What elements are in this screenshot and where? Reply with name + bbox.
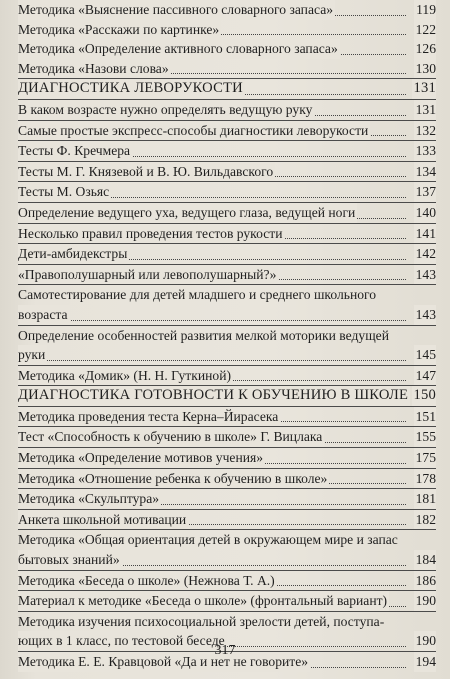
toc-entry-page: 150 <box>412 386 437 406</box>
toc-entry-page: 132 <box>414 121 436 141</box>
toc-entry-title: Анкета школьной мотивации <box>18 510 188 530</box>
toc-entry-page: 143 <box>414 265 436 285</box>
toc-entry-page: 175 <box>414 448 436 468</box>
toc-entry <box>18 202 436 223</box>
toc-entry-title: Тесты М. Озьяс <box>18 182 111 202</box>
toc-entry-page: 134 <box>414 162 436 182</box>
toc-entry-page: 190 <box>414 591 436 611</box>
toc-entry <box>18 264 436 285</box>
toc-entry <box>18 365 436 386</box>
toc-entry <box>18 59 436 79</box>
toc-entry-page: 142 <box>414 244 436 264</box>
toc-entry <box>18 325 436 346</box>
toc-entry-title: Методика проведения теста Керна–Йирасека <box>18 407 280 427</box>
toc-entry-title: Материал к методике «Беседа о школе» (фронтальный вариант) <box>18 591 389 611</box>
toc-entry-title: возраста <box>18 305 70 325</box>
toc-entry-title: бытовых знаний» <box>18 550 122 570</box>
toc-entry-page: 122 <box>414 20 436 40</box>
toc-entry <box>18 20 436 40</box>
toc-entry <box>18 611 436 632</box>
toc-entry <box>18 447 436 468</box>
toc-entry-page: 194 <box>414 652 436 672</box>
toc-entry-title: Методика «Определение активного словарного запаса» <box>18 39 340 59</box>
toc-entry <box>18 140 436 161</box>
toc-entry-page: 140 <box>414 203 436 223</box>
toc-entry <box>18 406 436 427</box>
toc-entry-title: Дети-амбидекстры <box>18 244 129 264</box>
toc-entry-page: 143 <box>414 305 436 325</box>
toc-entry-page: 137 <box>414 182 436 202</box>
toc-entry-page: 133 <box>414 141 436 161</box>
toc-entry <box>18 223 436 244</box>
toc-entry <box>18 529 436 550</box>
toc-entry <box>18 305 436 325</box>
toc-entry-page: 186 <box>414 571 436 591</box>
toc-entry <box>18 488 436 509</box>
toc-entry-page: 126 <box>414 39 436 59</box>
toc-entry-page: 131 <box>412 79 437 99</box>
toc-entry-title: Самые простые экспресс-способы диагностики леворукости <box>18 121 370 141</box>
toc-entry <box>18 426 436 447</box>
toc-entry-title: Методика «Выяснение пассивного словарного запаса» <box>18 0 335 20</box>
toc-entry-title: Определение особенностей развития мелкой моторики ведущей <box>18 327 389 343</box>
toc-entry-title: ДИАГНОСТИКА ГОТОВНОСТИ К ОБУЧЕНИЮ В ШКОЛЕ <box>18 386 410 406</box>
toc-entry-title: Тесты Ф. Кречмера <box>18 141 132 161</box>
toc-entry <box>18 120 436 141</box>
toc-entry-title: Методика «Скульптура» <box>18 489 161 509</box>
page-number: 317 <box>214 643 236 658</box>
toc-entry <box>18 181 436 202</box>
toc-entry-page: 178 <box>414 469 436 489</box>
toc-entry <box>18 39 436 59</box>
toc-entry-page: 181 <box>414 489 436 509</box>
toc-entry-page: 141 <box>414 224 436 244</box>
toc-entry-page: 131 <box>414 100 436 120</box>
toc-entry <box>18 509 436 530</box>
toc-entry-title: Определение ведущего уха, ведущего глаза, ведущей ноги <box>18 203 357 223</box>
toc-entry-page: 151 <box>414 407 436 427</box>
toc-entry-title: Методика «Домик» (Н. Н. Гуткиной) <box>18 366 233 386</box>
toc-section-heading <box>18 78 436 99</box>
toc-entry-title: В каком возрасте нужно определять ведущую руку <box>18 100 314 120</box>
toc-entry-title: Методика «Назови слова» <box>18 59 171 79</box>
toc-entry-page: 147 <box>414 366 436 386</box>
toc-entry-title: Методика «Беседа о школе» (Нежнова Т. А.) <box>18 571 277 591</box>
toc-entry-title: Тест «Способность к обучению в школе» Г. Вицлака <box>18 427 324 447</box>
toc-entry <box>18 243 436 264</box>
toc-section-heading <box>18 385 436 406</box>
dot-leader <box>18 320 406 321</box>
toc-entry-page: 119 <box>414 0 436 20</box>
toc-entry <box>18 550 436 570</box>
toc-entry <box>18 468 436 489</box>
toc-entry-title: Самотестирование для детей младшего и среднего школьного <box>18 287 377 303</box>
toc-entry-title: Методика Е. Е. Кравцовой «Да и нет не говорите» <box>18 652 310 672</box>
toc-entry <box>18 570 436 591</box>
toc-entry <box>18 590 436 611</box>
toc-entry-title: Несколько правил проведения тестов рукости <box>18 224 284 244</box>
toc-entry-page: 155 <box>414 427 436 447</box>
toc-entry-page: 145 <box>414 345 436 365</box>
toc-entry-page: 130 <box>414 59 436 79</box>
toc-entry-page: 190 <box>414 631 436 651</box>
toc-entry-title: Методика «Расскажи по картинке» <box>18 20 221 40</box>
toc-entry-title: Методика изучения психосоциальной зрелости детей, поступа- <box>18 613 385 629</box>
toc-entry <box>18 161 436 182</box>
dot-leader <box>18 360 406 361</box>
toc-entry-title: Методика «Общая ориентация детей в окружающем мире и запас <box>18 532 398 548</box>
toc-entry-title: Методика «Определение мотивов учения» <box>18 448 265 468</box>
toc-entry-title: ДИАГНОСТИКА ЛЕВОРУКОСТИ <box>18 79 245 99</box>
table-of-contents <box>18 0 436 672</box>
toc-entry <box>18 0 436 20</box>
toc-entry-title: Методика «Отношение ребенка к обучению в школе» <box>18 469 329 489</box>
toc-entry-title: Тесты М. Г. Князевой и В. Ю. Вильдавского <box>18 162 275 182</box>
toc-entry <box>18 284 436 305</box>
toc-entry-page: 182 <box>414 510 436 530</box>
toc-entry <box>18 345 436 365</box>
toc-entry <box>18 99 436 120</box>
toc-entry-page: 184 <box>414 550 436 570</box>
toc-entry-title: ющих в 1 класс, по тестовой беседе <box>18 631 227 651</box>
toc-entry-title: руки <box>18 345 47 365</box>
toc-entry-title: «Правополушарный или левополушарный?» <box>18 265 278 285</box>
